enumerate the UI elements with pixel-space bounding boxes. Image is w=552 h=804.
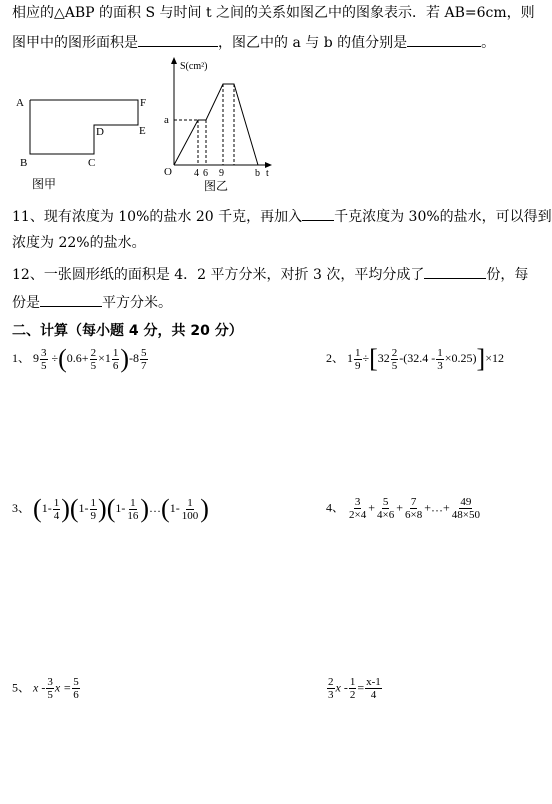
p4-frac-a: $\frac{3}{2\times 4}$ xyxy=(349,496,367,521)
p5-frac-1: $\frac{3}{5}$ xyxy=(47,676,53,701)
tick-6: 6 xyxy=(203,168,208,179)
p1-frac-4: $\frac{5}{7}$ xyxy=(141,346,147,372)
p2-frac-1: $\frac{1}{9}$ xyxy=(355,346,361,372)
q12-part-b: 份，每 xyxy=(486,267,529,283)
label-e: E xyxy=(139,125,146,137)
p2-term-4: ×12 xyxy=(485,350,504,365)
label-a-axis: a xyxy=(164,114,169,126)
p4-plus-1: + xyxy=(368,500,376,515)
intro-line-2 xyxy=(12,32,495,52)
p2-frac-2: $\frac{2}{5}$ xyxy=(391,346,398,372)
p6-frac-1: $\frac{2}{3}$ xyxy=(328,676,334,701)
p3-frac-a: $\frac{1}{4}$ xyxy=(53,496,60,522)
p3-term-e: 1- xyxy=(169,500,180,515)
p1-divide: ÷ xyxy=(51,350,59,365)
label-origin: O xyxy=(164,166,172,178)
p4-frac-b: $\frac{5}{4\times 6}$ xyxy=(377,496,395,521)
p4-plus-2: + xyxy=(396,500,404,515)
q12-part-c: 份是 xyxy=(12,295,40,311)
intro-line-2-part-b: ，图乙中的 a 与 b 的值分别是 xyxy=(218,35,408,51)
figure-yi-caption: 图乙 xyxy=(204,179,229,193)
p5-term-1: x - xyxy=(33,680,46,695)
p3-frac-c: $\frac{1}{16}$ xyxy=(127,496,139,522)
p2-term-2: -(32.4 - xyxy=(399,350,436,365)
p2-term-3: ×0.25) xyxy=(444,350,477,365)
p3-frac-e: $\frac{1}{100}$ xyxy=(181,496,199,522)
problem-1-number: 1、 xyxy=(12,350,31,365)
tick-4: 4 xyxy=(194,168,199,179)
p2-left-bracket: [ xyxy=(369,344,378,373)
figure-yi xyxy=(160,55,280,200)
label-b: B xyxy=(20,157,28,169)
p3-frac-b: $\frac{1}{9}$ xyxy=(90,496,97,522)
section-2-title: 二、计算（每小题 4 分，共 20 分） xyxy=(12,323,243,339)
p4-ellipsis: +…+ xyxy=(424,500,450,515)
problem-3: 3、 (1- $\frac{1}{4}$ )(1- $\frac{1}{9}$ )(1- $\frac{1}{16}$ )…(1- $\frac{1}{100}$ ) xyxy=(12,494,209,523)
intro-line-2-part-c: 。 xyxy=(481,35,496,51)
p1-frac-2: $\frac{2}{5}$ xyxy=(90,346,97,372)
figure-jia-shape xyxy=(30,100,138,154)
q12-part-d: 平方分米。 xyxy=(102,295,172,311)
problem-4 xyxy=(326,496,482,521)
answer-blank-area[interactable] xyxy=(138,32,218,47)
problem-5-number: 5、 xyxy=(12,680,31,695)
y-axis-label: S(cm²) xyxy=(180,61,208,72)
p1-term-1: 0.6+ xyxy=(66,350,89,365)
problem-3-number: 3、 xyxy=(12,500,31,515)
p2-divide: ÷ xyxy=(362,350,370,365)
p4-frac-e: $\frac{49}{48\times 50}$ xyxy=(451,496,480,521)
label-c: C xyxy=(88,157,96,169)
p2-right-bracket: ] xyxy=(476,344,486,373)
p2-term-1: 32 xyxy=(377,350,390,365)
figure-jia xyxy=(10,90,160,200)
tick-9: 9 xyxy=(219,168,224,179)
p4-frac-c: $\frac{7}{6\times 8}$ xyxy=(405,496,423,521)
tick-b: b xyxy=(255,168,260,179)
q11-part-a: 11、现有浓度为 10%的盐水 20 千克，再加入 xyxy=(12,209,303,225)
graph-line xyxy=(174,84,258,165)
p6-equals: = xyxy=(357,680,365,695)
p6-term-1: x - xyxy=(335,680,348,695)
p5-frac-2: $\frac{5}{6}$ xyxy=(73,676,79,701)
label-d: D xyxy=(96,126,104,138)
problem-5 xyxy=(12,676,81,701)
p3-term-a: 1- xyxy=(41,500,52,515)
label-f: F xyxy=(140,97,147,109)
p1-right-paren: ) xyxy=(120,344,130,373)
q12-part-a: 12、一张圆形纸的面积是 4．2 平方分米，对折 3 次，平均分成了 xyxy=(12,267,425,283)
p2-frac-3: $\frac{1}{3}$ xyxy=(437,346,443,372)
q11-blank[interactable] xyxy=(302,206,334,221)
p1-frac-1: $\frac{3}{5}$ xyxy=(41,346,47,372)
q12-blank-parts[interactable] xyxy=(424,264,486,279)
problem-4-number: 4、 xyxy=(326,500,345,515)
p1-whole: 9 xyxy=(33,350,40,365)
p1-term-2: -8 xyxy=(129,350,140,365)
q12-blank-area[interactable] xyxy=(40,292,102,307)
p1-frac-3: $\frac{1}{6}$ xyxy=(112,346,119,372)
answer-blank-a-b[interactable] xyxy=(407,32,481,47)
p1-left-paren: ( xyxy=(58,344,67,373)
q11-line-2: 浓度为 22%的盐水。 xyxy=(12,235,146,251)
p6-frac-3: $\frac{x-1}{4}$ xyxy=(366,676,381,701)
p3-term-b: 1- xyxy=(78,500,89,515)
p2-whole: 1 xyxy=(347,350,354,365)
p1-times: ×1 xyxy=(98,350,111,365)
problem-2 xyxy=(326,346,504,372)
intro-line-2-part-a: 图甲中的图形面积是 xyxy=(12,35,138,51)
y-axis-arrow xyxy=(171,57,177,64)
tick-t: t xyxy=(266,168,269,179)
problem-2-number: 2、 xyxy=(326,350,345,365)
problem-6 xyxy=(326,676,383,701)
p3-term-c: 1- xyxy=(115,500,126,515)
label-a: A xyxy=(16,97,24,109)
q12-line-1 xyxy=(12,264,528,284)
q11-part-b: 千克浓度为 30%的盐水，可以得到 xyxy=(334,209,552,225)
figure-jia-caption: 图甲 xyxy=(32,177,57,191)
q11-line-1 xyxy=(12,206,552,226)
intro-line-1: 相应的△ABP 的面积 S 与时间 t 之间的关系如图乙中的图象表示．若 AB=6cm，则 xyxy=(12,5,535,21)
p3-ellipsis: … xyxy=(149,500,162,515)
problem-1 xyxy=(12,346,149,372)
q12-line-2 xyxy=(12,292,172,312)
p5-term-2: x = xyxy=(54,680,72,695)
p6-frac-2: $\frac{1}{2}$ xyxy=(349,676,356,701)
